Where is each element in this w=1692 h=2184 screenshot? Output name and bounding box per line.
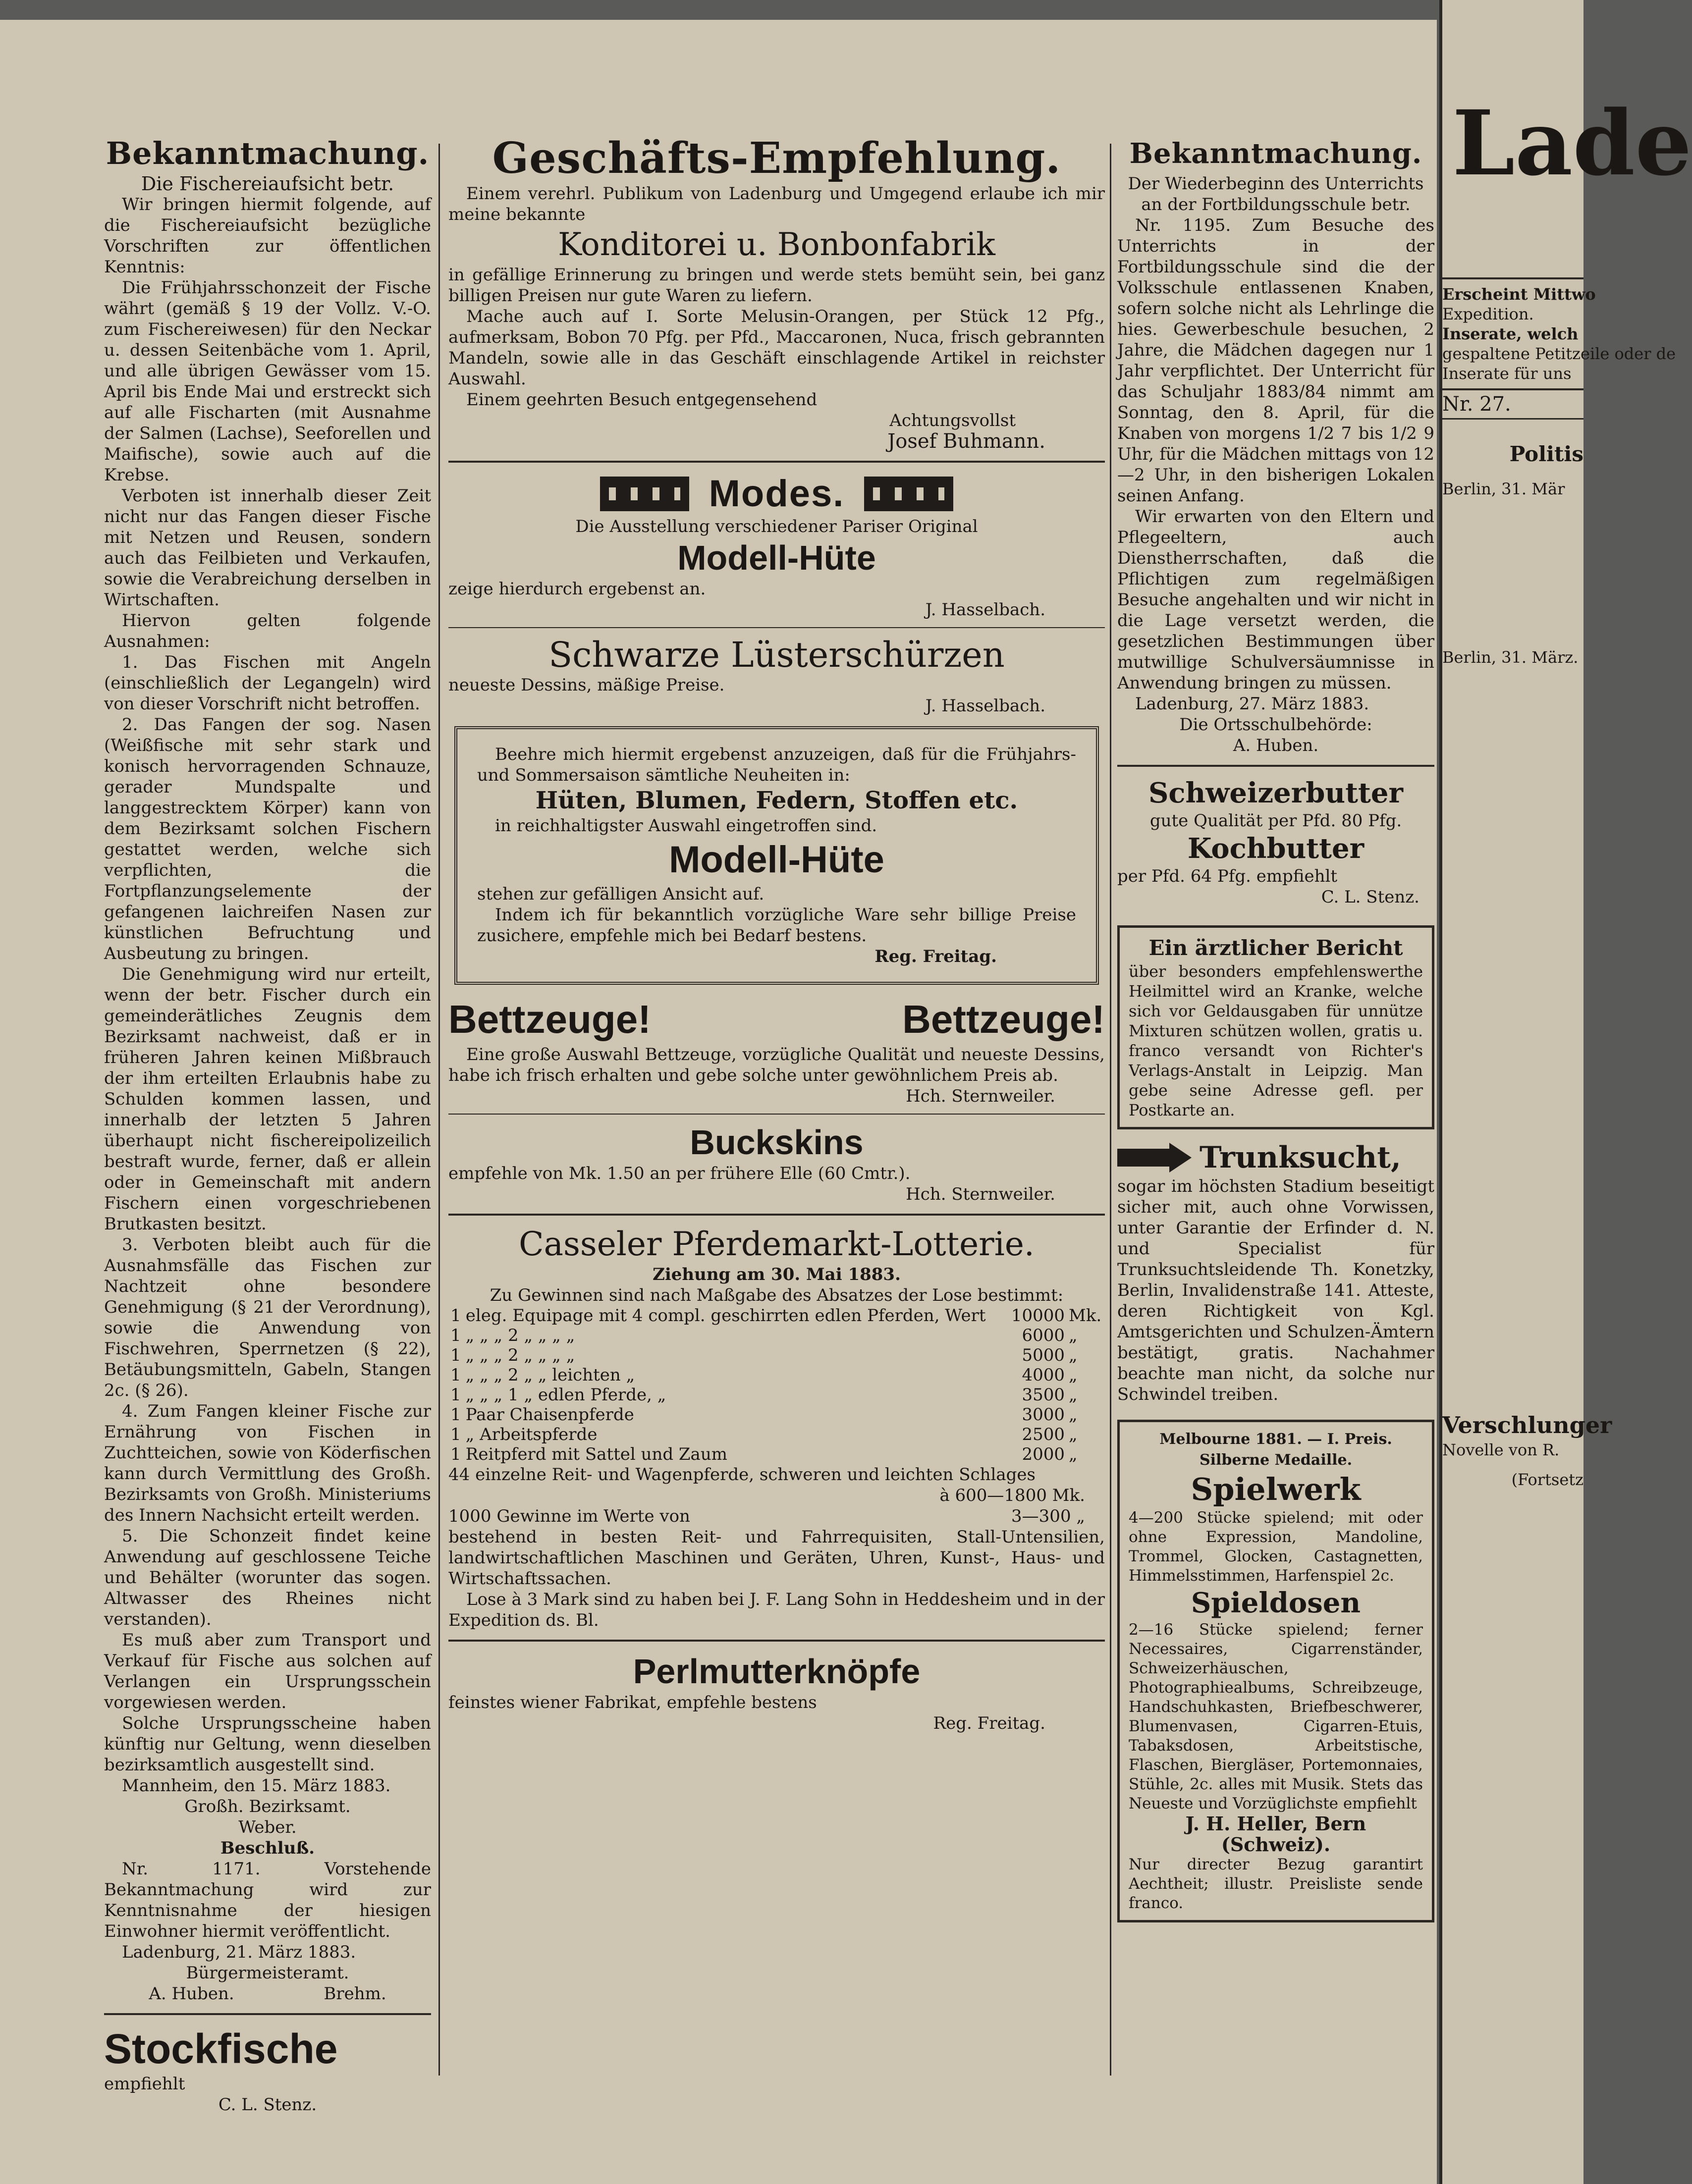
lottery-prize: „ „ „ 1 „ edlen Pferde, „ xyxy=(465,1385,666,1405)
ad-title: Schwarze Lüsterschürzen xyxy=(548,635,1005,675)
ad-highlight: Modell-Hüte xyxy=(669,839,884,881)
lottery-unit: Mk. xyxy=(1069,1306,1102,1326)
ad-items: Hüten, Blumen, Federn, Stoffen etc. xyxy=(535,787,1018,814)
pointing-hand-icon xyxy=(1117,1143,1192,1172)
notice-paragraph: 5. Die Schonzeit findet keine Anwendung auf geschlossene Teiche und Behälter (worunter das sogen. Altwasser des Rheines nicht verstanden). xyxy=(104,1526,431,1629)
ad-title: Ein ärztlicher Bericht xyxy=(1148,936,1403,960)
ad-signature: C. L. Stenz. xyxy=(218,2095,317,2115)
notice-signature: Brehm. xyxy=(324,1984,386,2004)
ad-text: Mache auch auf I. Sorte Melusin-Orangen, per Stück 12 Pfg., aufmerksam, Bobon 70 Pfg. per Pfd., Maccaronen, Nuca, frisch gebrannten Mandeln, sowie alle in das Geschäft einschlagende Artikel in reichster Auswahl. xyxy=(448,307,1105,389)
lottery-count: 1 xyxy=(450,1385,461,1405)
ad-text: Nur directer Bezug garantirt Aechtheit; illustr. Preisliste sende franco. xyxy=(1129,1856,1423,1912)
ad-text: zeige hierdurch ergebenst an. xyxy=(448,579,706,599)
notice-paragraph: Nr. 1171. Vorstehende Bekanntmachung wird zur Kenntnisnahme der hiesigen Einwohner hiermit veröffentlicht. xyxy=(104,1859,431,1941)
issue-number: Nr. 27. xyxy=(1442,393,1511,416)
notice-signature: A. Huben. xyxy=(149,1984,234,2004)
lottery-unit: „ xyxy=(1069,1444,1078,1464)
lottery-unit: „ xyxy=(1069,1405,1078,1425)
lottery-unit: „ xyxy=(1069,1345,1078,1365)
lottery-unit: „ xyxy=(1069,1365,1078,1385)
notice-subtitle: Die Fischereiaufsicht betr. xyxy=(141,173,394,195)
notice-paragraph: Wir bringen hiermit folgende, auf die Fischereiaufsicht bezügliche Vorschriften zur öffentlichen Kenntnis: xyxy=(104,195,431,277)
notice-signature: Weber. xyxy=(238,1817,297,1837)
lottery-prize: „ „ „ 2 „ „ leichten „ xyxy=(465,1365,635,1385)
ad-signature: J. H. Heller, Bern (Schweiz). xyxy=(1185,1812,1366,1856)
divider xyxy=(1117,765,1434,767)
ad-text: Indem ich für bekanntlich vorzügliche Ware sehr billige Preise zusichere, empfehle mich bei Bedarf bestens. xyxy=(477,905,1076,946)
ad-signature: Josef Buhmann. xyxy=(887,430,1045,453)
lottery-prize-value: 3000 xyxy=(1022,1405,1065,1425)
ad-title: Kochbutter xyxy=(1187,832,1365,865)
ad-title: Geschäfts-Empfehlung. xyxy=(492,133,1061,183)
lottery-prize-value: 5000 xyxy=(1022,1345,1065,1365)
column-center xyxy=(448,134,1105,1734)
lottery-prize-row xyxy=(448,1405,1105,1425)
ad-text: stehen zur gefälligen Ansicht auf. xyxy=(477,884,764,904)
ad-title: Bettzeuge! xyxy=(448,997,651,1041)
lottery-count: 1 xyxy=(450,1345,461,1365)
lottery-prize-row xyxy=(448,1365,1105,1385)
lottery-unit: „ xyxy=(1069,1425,1078,1444)
notice-paragraph: 3. Verboten bleibt auch für die Ausnahmsfälle das Fischen zur Nachtzeit ohne besondere Genehmigung (§ 21 der Verordnung), sowie die Anwendung von Fischwehren, Sperrnetzen (§ 22), Betäubungsmitteln, Gabeln, Stangen 2c. (§ 26). xyxy=(104,1235,431,1400)
text-fragment: (Fortsetz xyxy=(1511,1470,1583,1489)
lottery-prize: Reitpferd mit Sattel und Zaum xyxy=(465,1444,727,1464)
notice-place: Ladenburg, 21. März 1883. xyxy=(122,1942,356,1962)
divider xyxy=(448,1640,1105,1642)
lottery-count: 1 xyxy=(450,1326,461,1345)
ad-text: feinstes wiener Fabrikat, empfehle bestens xyxy=(448,1693,817,1712)
lottery-prize-row xyxy=(448,1326,1105,1345)
notice-paragraph: 4. Zum Fangen kleiner Fische zur Ernährung von Fischen in Zuchtteichen, sowie von Köderfischen kann durch Vermittlung des Großh. Bezirksamts von Großh. Ministeriums des Innern Nachsicht erteilt werden. xyxy=(104,1401,431,1525)
notice-place: Ladenburg, 27. März 1883. xyxy=(1135,694,1369,714)
ad-text: Die Ausstellung verschiedener Pariser Original xyxy=(575,517,978,536)
section-title: Politis xyxy=(1509,442,1583,466)
lottery-prize-row xyxy=(448,1306,1105,1326)
ad-closing: Achtungsvollst xyxy=(889,411,1016,430)
lottery-line xyxy=(448,1506,1105,1527)
notice-subtitle: Der Wiederbeginn des Unterrichts an der Fortbildungsschule betr. xyxy=(1128,174,1424,214)
ad-shop-name: Konditorei u. Bonbonfabrik xyxy=(558,226,995,263)
ad-text: in reichhaltigster Auswahl eingetroffen sind. xyxy=(495,816,877,836)
notice-paragraph: Die Frühjahrsschonzeit der Fische währt (gemäß § 19 der Vollz. V.-O. zum Fischereiwesen) für den Neckar u. dessen Seitenbäche vom 1. April, und alle übrigen Gewässer vom 15. April bis Ende Mai und erstreckt sich auf alle Fischarten (mit Ausnahme der Salmen (Lachse), Seeforellen und Maifische), sowie auch auf die Krebse. xyxy=(104,278,431,485)
ad-text: Beehre mich hiermit ergebenst anzuzeigen, daß für die Frühjahrs- und Sommersaison sämtliche Neuheiten in: xyxy=(477,745,1076,785)
music-box-ad xyxy=(1117,1420,1434,1922)
lottery-prize: Paar Chaisenpferde xyxy=(465,1405,634,1425)
resolution-heading: Beschluß. xyxy=(220,1838,315,1858)
divider xyxy=(1442,418,1583,420)
divider xyxy=(448,627,1105,628)
lottery-line-text: 1000 Gewinne im Werte von xyxy=(448,1506,690,1526)
lottery-date: Ziehung am 30. Mai 1883. xyxy=(653,1265,901,1284)
ad-signature: C. L. Stenz. xyxy=(1321,887,1419,907)
column-divider xyxy=(438,144,440,2076)
column-right xyxy=(1117,134,1434,1922)
notice-place: Mannheim, den 15. März 1883. xyxy=(122,1776,391,1796)
lottery-value: 3—300 „ xyxy=(1011,1506,1085,1526)
column-divider xyxy=(1110,144,1111,2076)
lottery-prize-value: 4000 xyxy=(1022,1365,1065,1385)
text-fragment: Inserate für uns xyxy=(1442,364,1572,383)
text-fragment: Erscheint Mittwo xyxy=(1442,285,1596,304)
divider xyxy=(1442,277,1583,279)
ad-title: Stockfische xyxy=(104,2025,338,2072)
ad-title: Spielwerk xyxy=(1191,1471,1361,1507)
ad-signature: Reg. Freitag. xyxy=(933,1713,1045,1733)
lottery-text: bestehend in besten Reit- und Fahrrequisiten, Stall-Untensilien, landwirtschaftlichen Maschinen und Geräten, Uhren, Kunst-, Haus- und Wirtschaftssachen. xyxy=(448,1527,1105,1589)
ad-header-row xyxy=(448,472,1105,516)
lottery-count: 1 xyxy=(450,1444,461,1464)
ad-text: per Pfd. 64 Pfg. empfiehlt xyxy=(1117,866,1338,886)
ad-text: 4—200 Stücke spielend; mit oder ohne Expression, Mandoline, Trommel, Glocken, Castagnetten, Himmelsstimmen, Harfenspiel 2c. xyxy=(1129,1509,1423,1585)
notice-paragraph: Die Genehmigung wird nur erteilt, wenn der betr. Fischer durch ein gemeinderätliches Zeugnis dem Bezirksamt nachweist, daß er in früheren Jahren keinen Mißbrauch der ihm erteilten Erlaubnis habe zu Schulden kommen lassen, und innerhalb der letzten 5 Jahren überhaupt nicht fischereipolizeilich bestraft wurde, ferner, daß er allein oder in Gemeinschaft mit andern Fischern einen vorgeschriebenen Brutkasten besitzt. xyxy=(104,964,431,1234)
lottery-prize-value: 2500 xyxy=(1022,1425,1065,1444)
text-fragment: gespaltene Petitzeile oder de xyxy=(1442,344,1676,363)
lottery-prize: „ Arbeitspferde xyxy=(465,1425,598,1444)
text-fragment: Berlin, 31. Mär xyxy=(1442,479,1565,498)
lottery-count: 1 xyxy=(450,1365,461,1385)
lottery-prize-value: 2000 xyxy=(1022,1444,1065,1464)
ad-text: in gefällige Erinnerung zu bringen und werde stets bemüht sein, bei ganz billigen Preisen nur gute Waren zu liefern. xyxy=(448,265,1105,306)
ad-text: neueste Dessins, mäßige Preise. xyxy=(448,675,725,695)
ad-title: Schweizerbutter xyxy=(1148,777,1404,809)
notice-paragraph: Wir erwarten von den Eltern und Pflegeeltern, auch Dienstherrschaften, daß die Pflichtigen zum regelmäßigen Besuche angehalten und wir nicht in die Lage versetzt werden, die gesetzlichen Bestimmungen über mutwillige Schulversäumnisse in Anwendung bringen zu müssen. xyxy=(1117,507,1434,693)
text-fragment: Expedition. xyxy=(1442,305,1534,323)
ad-title: Buckskins xyxy=(690,1123,864,1162)
ad-text: 2—16 Stücke spielend; ferner Necessaires, Cigarrenständer, Schweizerhäuschen, Photographiealbums, Schreibzeuge, Handschuhkasten, Briefbeschwerer, Blumenvasen, Cigarren-Etuis, Tabaksdosen, Arbeitstische, Flaschen, Biergläser, Portemonnaies, Stühle, 2c. alles mit Musik. Stets das Neueste und Vorzüglichste empfiehlt xyxy=(1129,1621,1423,1812)
lottery-prize: „ „ „ 2 „ „ „ „ xyxy=(465,1326,575,1345)
ad-text: über besonders empfehlenswerthe Heilmittel wird an Kranke, welche sich vor Geldausgaben für unnütze Mixturen schützen wollen, gratis u. franco versandt von Richter's Verlags-Anstalt in Leipzig. Man gebe seine Adresse gefl. per Postkarte an. xyxy=(1129,962,1423,1119)
lottery-unit: „ xyxy=(1069,1326,1078,1345)
notice-paragraph: Nr. 1195. Zum Besuche des Unterrichts in der Fortbildungsschule sind die der Volksschule entlassenen Knaben, sofern solche nicht als Lehrlinge die hies. Gewerbeschule besuchen, 2 Jahre, die Mädchen dagegen nur 1 Jahr verpflichtet. Der Unterricht für das Schuljahr 1883/84 nimmt am Sonntag, den 8. April, für die Knaben von morgens 1/2 7 bis 1/2 9 Uhr, für die Mädchen mittags von 12—2 Uhr, in den bisherigen Lokalen seinen Anfang. xyxy=(1117,215,1434,506)
lottery-prize-table xyxy=(448,1306,1105,1464)
ad-signature: J. Hasselbach. xyxy=(925,600,1045,620)
decorative-bar-icon xyxy=(600,477,689,511)
ad-title: Trunksucht, xyxy=(1200,1140,1401,1175)
lottery-value: à 600—1800 Mk. xyxy=(939,1486,1085,1505)
lottery-prize-value: 10000 xyxy=(1011,1306,1065,1326)
notice-paragraph: Es muß aber zum Transport und Verkauf für Fische aus solchen auf Verlangen ein Ursprungsschein vorgewiesen werden. xyxy=(104,1630,431,1712)
ad-signature: Hch. Sternweiler. xyxy=(906,1184,1055,1204)
ad-signature: J. Hasselbach. xyxy=(925,696,1045,716)
lottery-count: 1 xyxy=(450,1425,461,1444)
divider xyxy=(448,461,1105,463)
notice-paragraph: Solche Ursprungsscheine haben künftig nur Geltung, wenn dieselben bezirksamtlich ausgestellt sind. xyxy=(104,1713,431,1775)
ad-header-row xyxy=(1117,1139,1434,1176)
next-page-content xyxy=(1442,0,1692,1490)
lottery-text: Lose à 3 Mark sind zu haben bei J. F. Lang Sohn in Heddesheim und in der Expedition ds. Bl. xyxy=(448,1590,1105,1630)
lottery-intro: Zu Gewinnen sind nach Maßgabe des Absatzes der Lose bestimmt: xyxy=(490,1285,1064,1305)
lottery-count: 1 xyxy=(450,1306,461,1326)
ad-text: empfehle von Mk. 1.50 an per frühere Elle (60 Cmtr.). xyxy=(448,1164,911,1183)
lottery-prize: eleg. Equipage mit 4 compl. geschirrten edlen Pferden, Wert xyxy=(465,1306,986,1326)
notice-paragraph: 1. Das Fischen mit Angeln (einschließlich der Legangeln) wird von dieser Vorschrift nicht betroffen. xyxy=(104,652,431,714)
ad-title: Modes. xyxy=(709,473,845,515)
ad-text: sogar im höchsten Stadium beseitigt sicher mit, auch ohne Vorwissen, unter Garantie der Erfinder d. N. und Specialist für Trunksuchtsleidende Th. Konetzky, Berlin, Invalidenstraße 141. Atteste, deren Richtigkeit von Kgl. Amtsgerichten und Schulzen-Ämtern bestätigt, gratis. Nachahmer beachte man nicht, da solche nur Schwindel treiben. xyxy=(1117,1176,1434,1404)
decorative-bar-icon xyxy=(864,477,953,511)
ad-text: Eine große Auswahl Bettzeuge, vorzügliche Qualität und neueste Dessins, habe ich frisch erhalten und gebe solche unter gewöhnlichem Preis ab. xyxy=(448,1045,1105,1085)
notice-authority: Die Ortsschulbehörde: xyxy=(1179,715,1372,735)
column-left xyxy=(104,134,431,2115)
ad-title: Perlmutterknöpfe xyxy=(633,1652,921,1691)
notice-paragraph: Verboten ist innerhalb dieser Zeit nicht nur das Fangen dieser Fische mit Netzen und Reusen, sondern auch das Feilbieten und Verkaufen, sowie die Verabreichung derselben in Wirtschaften. xyxy=(104,486,431,610)
lottery-prize-value: 6000 xyxy=(1022,1326,1065,1345)
notice-signatures xyxy=(104,1983,431,2004)
ad-title: Bettzeuge! xyxy=(902,997,1105,1041)
notice-title: Bekanntmachung. xyxy=(1129,137,1422,170)
ad-highlight: Modell-Hüte xyxy=(677,538,876,577)
lottery-line: 44 einzelne Reit- und Wagenpferde, schweren und leichten Schlages xyxy=(448,1465,1036,1485)
lottery-title: Casseler Pferdemarkt-Lotterie. xyxy=(519,1225,1035,1263)
notice-paragraph: 2. Das Fangen der sog. Nasen (Weißfische mit sehr stark und konisch hervorragenden Schnauze, gerader Mundspalte und langgestrecktem Körper) kann von dem Bezirksamt solchen Fischern gestattet werden, welche sich verpflichten, die Fortpflanzungselemente der gefangenen laichreifen Nasen zur künstlichen Befruchtung und Ausbeutung zu bringen. xyxy=(104,715,431,963)
ad-header-row xyxy=(448,995,1105,1044)
divider xyxy=(448,1114,1105,1115)
lottery-unit: „ xyxy=(1069,1385,1078,1405)
text-fragment: Inserate, welch xyxy=(1442,324,1579,343)
ad-award: Melbourne 1881. — I. Preis. Silberne Medaille. xyxy=(1159,1431,1392,1469)
lottery-prize-value: 3500 xyxy=(1022,1385,1065,1405)
notice-title: Bekanntmachung. xyxy=(106,135,430,171)
divider xyxy=(104,2013,431,2015)
notice-paragraph: Hiervon gelten folgende Ausnahmen: xyxy=(104,611,431,651)
lottery-prize-row xyxy=(448,1385,1105,1405)
lottery-count: 1 xyxy=(450,1405,461,1425)
lottery-prize-row xyxy=(448,1345,1105,1365)
notice-authority: Großh. Bezirksamt. xyxy=(184,1797,351,1816)
ad-text: empfiehlt xyxy=(104,2074,185,2094)
lottery-prize: „ „ „ 2 „ „ „ „ xyxy=(465,1345,575,1365)
text-fragment: Novelle von R. xyxy=(1442,1440,1560,1459)
notice-authority: Bürgermeisteramt. xyxy=(186,1963,349,1983)
newspaper-page xyxy=(0,20,1437,2184)
lottery-prize-row xyxy=(448,1425,1105,1444)
ad-text: Einem verehrl. Publikum von Ladenburg und Umgegend erlaube ich mir meine bekannte xyxy=(448,184,1105,224)
ad-text: Einem geehrten Besuch entgegensehend xyxy=(466,390,818,410)
report-ad xyxy=(1117,925,1434,1129)
ad-signature: Reg. Freitag. xyxy=(874,947,997,966)
masthead: Lade xyxy=(1452,91,1692,196)
ad-text: gute Qualität per Pfd. 80 Pfg. xyxy=(1149,811,1402,831)
divider xyxy=(448,1214,1105,1216)
ad-signature: Hch. Sternweiler. xyxy=(906,1086,1055,1106)
section-title: Verschlunger xyxy=(1442,1412,1612,1438)
ad-title: Spieldosen xyxy=(1191,1587,1361,1619)
lottery-prize-row xyxy=(448,1444,1105,1464)
notice-signature: A. Huben. xyxy=(1233,736,1319,755)
text-fragment: Berlin, 31. März. xyxy=(1442,648,1579,667)
framed-ad xyxy=(454,726,1099,985)
next-page-edge xyxy=(1439,0,1692,2184)
